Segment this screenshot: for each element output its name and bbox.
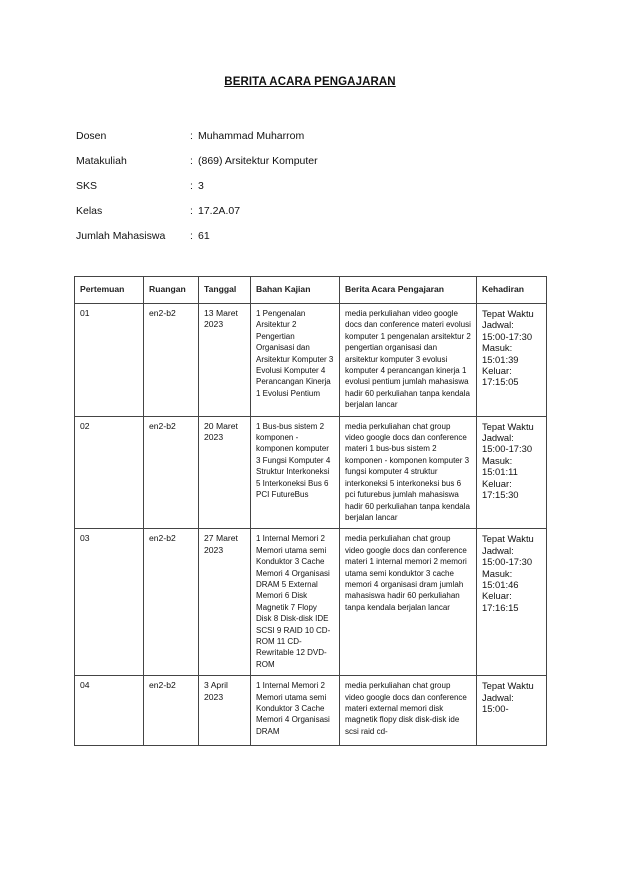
header-kehadiran: Kehadiran xyxy=(477,277,547,304)
table-header-row xyxy=(75,277,547,304)
info-colon: : xyxy=(190,130,193,142)
cell-bahan-kajian: 1 Internal Memori 2 Memori utama semi Konduktor 3 Cache Memori 4 Organisasi DRAM 5 External Memori 6 Disk Magnetik 7 Flopy Disk 8 Disk-disk IDE SCSI 9 RAID 10 CD-ROM 11 CD-Rewritable 12 DVD-ROM xyxy=(251,529,340,676)
info-row-jumlah-mahasiswa xyxy=(76,230,536,255)
cell-bahan-kajian xyxy=(251,676,340,746)
cell-bahan-kajian: 1 Bus-bus sistem 2 komponen - komponen komputer 3 Fungsi Komputer 4 Struktur Interkoneksi 5 Interkoneksi Bus 6 PCI FutureBus xyxy=(251,416,340,529)
cell-kehadiran: Tepat Waktu Jadwal: 15:00-17:30 Masuk: 15:01:11 Keluar: 17:15:30 xyxy=(477,416,547,529)
attendance-table xyxy=(74,276,547,746)
info-label: Matakuliah xyxy=(76,155,127,167)
info-label: Kelas xyxy=(76,205,103,217)
info-colon: : xyxy=(190,230,193,242)
cell-berita-acara: media perkuliahan chat group video google docs dan conference materi 1 internal memori 2 memori utama semi konduktor 3 cache memori 4 organisasi dram jumlah mahasiswa hadir 60 perkuliahan tanpa kendala berjalan lancar xyxy=(340,529,477,676)
cell-tanggal: 13 Maret 2023 xyxy=(199,304,251,417)
table-row xyxy=(75,676,547,746)
info-value-kelas: 17.2A.07 xyxy=(198,205,241,217)
cell-ruangan: en2-b2 xyxy=(144,416,199,529)
cell-pertemuan: 01 xyxy=(75,304,144,417)
info-label: Dosen xyxy=(76,130,107,142)
page-title: BERITA ACARA PENGAJARAN xyxy=(224,76,396,88)
table-row xyxy=(75,304,547,417)
cell-bahan-kajian: 1 Pengenalan Arsitektur 2 Pengertian Organisasi dan Arsitektur Komputer 3 Evolusi Komputer 4 Perancangan Kinerja 1 Evolusi Pentium xyxy=(251,304,340,417)
info-row-kelas xyxy=(76,205,536,230)
cell-ruangan: en2-b2 xyxy=(144,529,199,676)
info-label: Jumlah Mahasiswa xyxy=(76,230,166,242)
info-value-dosen: Muhammad Muharrom xyxy=(198,130,305,142)
info-colon: : xyxy=(190,180,193,192)
header-berita-acara: Berita Acara Pengajaran xyxy=(340,277,477,304)
cell-tanggal: 27 Maret 2023 xyxy=(199,529,251,676)
cell-pertemuan: 04 xyxy=(75,676,144,746)
table-row xyxy=(75,416,547,529)
info-row-sks xyxy=(76,180,536,205)
info-colon: : xyxy=(190,155,193,167)
cell-ruangan: en2-b2 xyxy=(144,304,199,417)
cell-berita-acara: media perkuliahan chat group video google docs dan conference materi 1 bus-bus sistem 2 komponen - komponen komputer 3 fungsi komputer 4 struktur interkoneksi 5 interkoneksi bus 6 pci futurebus jumlah mahasiswa hadir 60 perkuliahan tanpa kendala berjalan lancar xyxy=(340,416,477,529)
cell-kehadiran: Tepat Waktu Jadwal: 15:00-17:30 Masuk: 15:01:39 Keluar: 17:15:05 xyxy=(477,304,547,417)
cell-pertemuan: 03 xyxy=(75,529,144,676)
header-pertemuan: Pertemuan xyxy=(75,277,144,304)
header-bahan-kajian: Bahan Kajian xyxy=(251,277,340,304)
cell-text: 1 Internal Memori 2 Memori utama semi Konduktor 3 Cache Memori 4 Organisasi DRAM xyxy=(256,681,330,736)
cell-berita-acara xyxy=(340,676,477,746)
cell-pertemuan: 02 xyxy=(75,416,144,529)
info-row-matakuliah xyxy=(76,155,536,180)
course-info xyxy=(76,130,536,255)
info-value-matakuliah: (869) Arsitektur Komputer xyxy=(198,155,318,167)
cell-text: Tepat Waktu Jadwal: 15:00- xyxy=(482,680,534,714)
cell-tanggal: 20 Maret 2023 xyxy=(199,416,251,529)
cell-kehadiran: Tepat Waktu Jadwal: 15:00-17:30 Masuk: 15:01:46 Keluar: 17:16:15 xyxy=(477,529,547,676)
info-colon: : xyxy=(190,205,193,217)
cell-kehadiran xyxy=(477,676,547,746)
table-row xyxy=(75,529,547,676)
info-label: SKS xyxy=(76,180,98,192)
info-value-sks: 3 xyxy=(198,180,204,192)
cell-ruangan: en2-b2 xyxy=(144,676,199,746)
cell-tanggal: 3 April 2023 xyxy=(199,676,251,746)
header-tanggal: Tanggal xyxy=(199,277,251,304)
info-value-jumlah-mahasiswa: 61 xyxy=(198,230,210,242)
cell-text: media perkuliahan chat group video google docs dan conference materi external memori disk magnetik flopy disk disk-disk ide scsi raid cd- xyxy=(345,681,467,736)
header-ruangan: Ruangan xyxy=(144,277,199,304)
cell-berita-acara: media perkuliahan video google docs dan conference materi evolusi komputer 1 pengenalan arsitektur 2 pengertian organisasi dan arsitektur komputer 3 evolusi komputer 4 perancangan kinerja 1 evolusi pentium jumlah mahasiswa hadir 60 perkuliahan tanpa kendala berjalan lancar xyxy=(340,304,477,417)
info-row-dosen xyxy=(76,130,536,155)
